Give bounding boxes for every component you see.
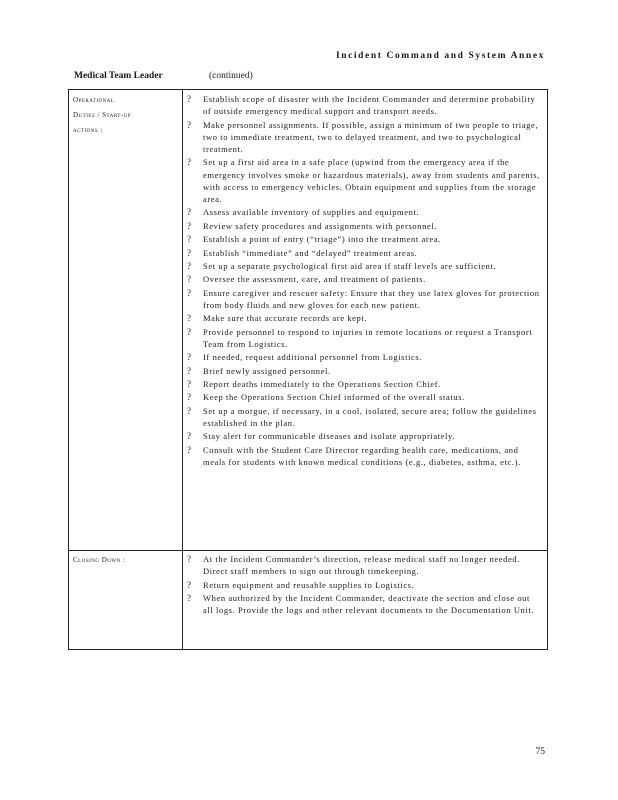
checklist-item [187,553,541,577]
checkbox-bullet-icon: ? [187,274,192,285]
checklist-item [187,592,541,616]
heading-line: actions : [73,126,103,134]
heading-line: Duties / Start-up [73,111,132,119]
checklist-item-text: Establish “immediate” and “delayed” treatment areas. [203,247,418,258]
checkbox-bullet-icon: ? [187,392,192,403]
checklist-item-text: At the Incident Commander’s direction, release medical staff no longer needed. Direct staff members to sign out through timekeeping. [203,554,520,577]
checklist-item-text: Set up a first aid area in a safe place (upwind from the emergency area if the emergency involves smoke or hazardous materials), away from students and parents, with access to emergency vehicles. Obtain equipment and supplies from the storage area. [203,157,540,204]
checkbox-bullet-icon: ? [187,365,192,376]
checklist-item [187,444,541,468]
checkbox-bullet-icon: ? [187,287,192,298]
checkbox-bullet-icon: ? [187,260,192,271]
checklist-item-text: Make personnel assignments. If possible, assign a minimum of two people to triage, two to immediate treatment, two to delayed treatment, and two to psychological treatment. [203,119,539,154]
checklist-table [68,89,548,650]
checklist-item-text: Stay alert for communicable diseases and isolate appropriately. [203,431,456,442]
checkbox-bullet-icon: ? [187,234,192,245]
checklist-item-text: When authorized by the Incident Commander, deactivate the section and close out all logs. Provide the logs and other relevant documents to the Documentation Unit. [203,592,535,616]
checklist-item [187,93,541,117]
checkbox-bullet-icon: ? [187,579,192,590]
checklist-item [187,247,541,259]
document-header-title: Incident Command and System Annex [335,51,545,61]
checklist-item-text: Provide personnel to respond to injuries in remote locations or request a Transport Team from Logistics. [203,326,533,349]
checklist-item-text: Set up a separate psychological first aid area if staff levels are sufficient. [203,260,497,271]
checklist-item-text: Oversee the assessment, care, and treatment of patients. [203,274,426,285]
checklist-item [187,287,541,311]
checklist-item [187,391,541,403]
checkbox-bullet-icon: ? [187,554,192,564]
checklist-item-text: Brief newly assigned personnel. [203,365,331,376]
column-divider [182,550,183,649]
closing-down-heading [73,553,179,568]
checkbox-bullet-icon: ? [187,157,192,168]
checkbox-bullet-icon: ? [187,220,192,231]
operational-duties-heading [73,93,179,138]
checklist-item-text: Keep the Operations Section Chief informed of the overall status. [203,392,465,403]
checklist-item-text: Ensure caregiver and rescuer safety: Ensure that they use latex gloves for protection from body fluids and new gloves for each new patient. [203,287,540,310]
checklist-item-text: Consult with the Student Care Director regarding health care, medications, and meals for students with known medical conditions (e.g., diabetes, asthma, etc.). [203,444,521,468]
checkbox-bullet-icon: ? [187,326,192,337]
checklist-item [187,351,541,363]
checklist-item-text: Report deaths immediately to the Operations Section Chief. [203,379,441,390]
checklist-item [187,405,541,429]
checklist-item-text: Assess available inventory of supplies and equipment. [203,207,420,218]
heading-line: Closing Down : [73,556,126,564]
checklist-item [187,206,541,218]
checklist-item-text: If needed, request additional personnel from Logistics. [203,352,422,363]
checkbox-bullet-icon: ? [187,352,192,363]
checkbox-bullet-icon: ? [187,313,192,324]
checklist-item-text: Establish scope of disaster with the Incident Commander and determine probability of outside emergency medical support and transport needs. [203,94,536,117]
checkbox-bullet-icon: ? [187,207,192,218]
role-title: Medical Team Leader [74,71,163,81]
operational-duties-row [69,90,547,551]
checklist-item [187,430,541,442]
checklist-item [187,273,541,285]
checklist-item [187,220,541,232]
checkbox-bullet-icon: ? [187,405,192,416]
checklist-item [187,233,541,245]
checklist-item-text: Establish a point of entry (“triage”) into the treatment area. [203,234,441,245]
checklist-item [187,378,541,390]
checkbox-bullet-icon: ? [187,379,192,390]
checkbox-bullet-icon: ? [187,247,192,258]
checkbox-bullet-icon: ? [187,119,192,130]
checklist-item [187,119,541,156]
checkbox-bullet-icon: ? [187,94,192,104]
closing-down-list [187,553,541,618]
heading-line: Operational [73,96,115,104]
page-number: 75 [535,747,545,757]
checklist-item-text: Review safety procedures and assignments with personnel. [203,220,438,231]
checkbox-bullet-icon: ? [187,431,192,442]
checkbox-bullet-icon: ? [187,444,192,455]
checklist-item [187,260,541,272]
column-divider [182,90,183,550]
checklist-item-text: Make sure that accurate records are kept. [203,313,368,324]
operational-duties-list [187,93,541,469]
continued-label: (continued) [209,71,253,81]
checklist-item-text: Set up a morgue, if necessary, in a cool, isolated, secure area; follow the guidelines established in the plan. [203,405,537,429]
checklist-item [187,156,541,205]
checklist-item-text: Return equipment and reusable supplies to Logistics. [203,579,415,590]
checklist-item [187,365,541,377]
checkbox-bullet-icon: ? [187,592,192,603]
checklist-item [187,312,541,324]
checklist-item [187,326,541,350]
closing-down-row [69,550,547,649]
checklist-item [187,579,541,591]
